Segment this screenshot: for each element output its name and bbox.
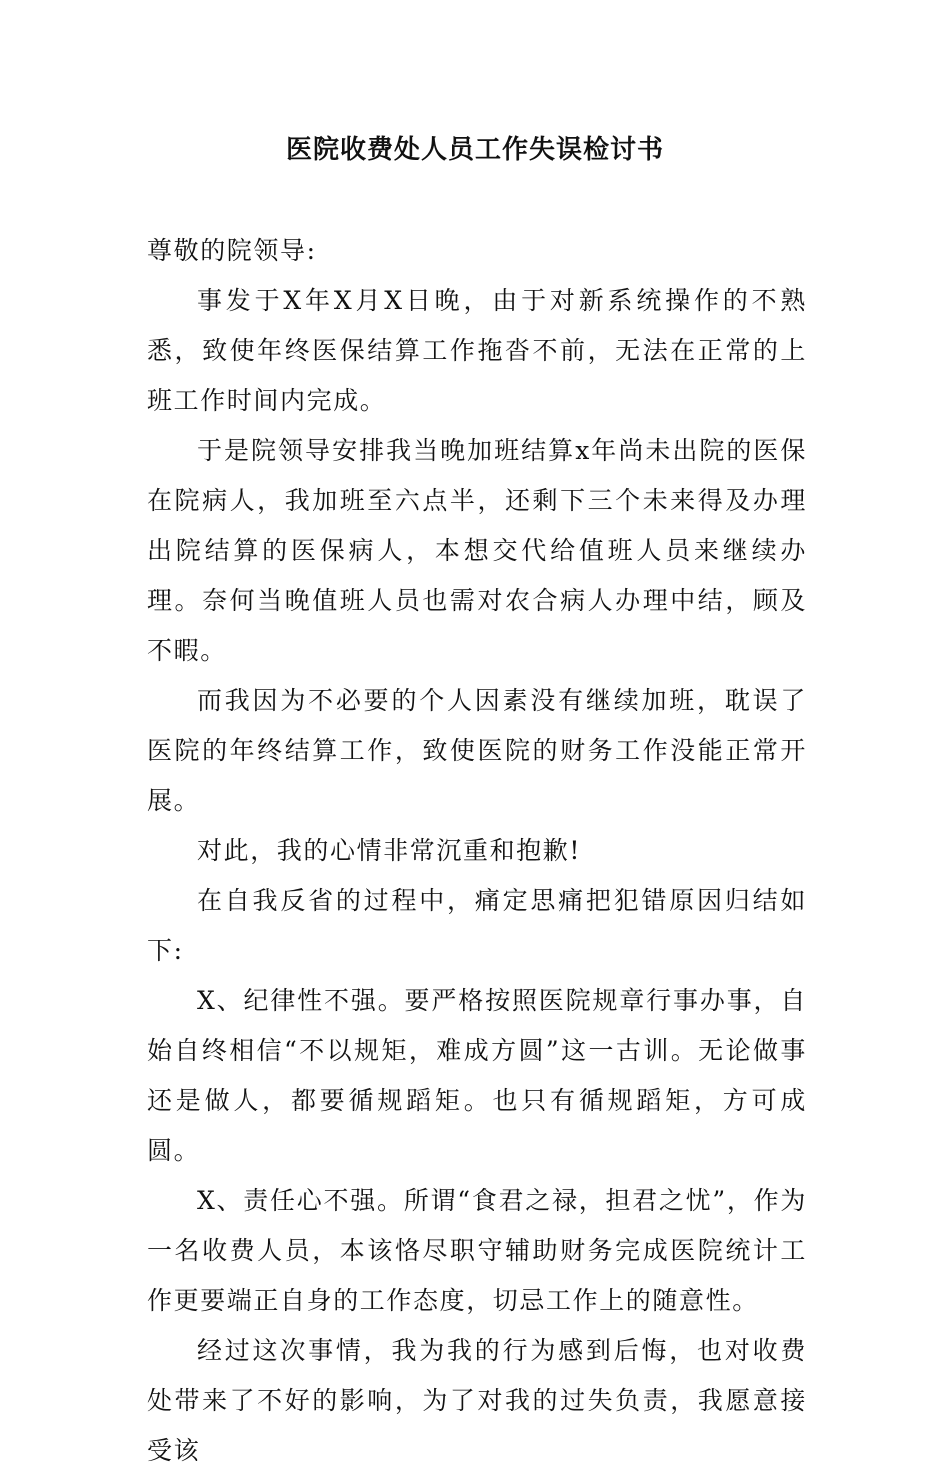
paragraph-8: 经过这次事情，我为我的行为感到后悔，也对收费处带来了不好的影响，为了对我的过失负责，我愿意接受该 xyxy=(147,1336,807,1465)
paragraph-5: 在自我反省的过程中，痛定思痛把犯错原因归结如下: xyxy=(147,886,807,965)
paragraph-7: X、责任心不强。所谓“食君之禄，担君之忧”，作为一名收费人员，本该恪尽职守辅助财务完成医院统计工作更要端正自身的工作态度，切忌工作上的随意性。 xyxy=(147,1186,807,1315)
paragraph-4: 对此，我的心情非常沉重和抱歉! xyxy=(197,836,582,865)
paragraph-2: 于是院领导安排我当晚加班结算x年尚未出院的医保在院病人，我加班至六点半，还剩下三个未来得及办理出院结算的医保病人，本想交代给值班人员来继续办理。奈何当晚值班人员也需对农合病人办理中结，顾及不暇。 xyxy=(147,436,807,665)
document-body xyxy=(147,226,807,1476)
paragraph-6: X、纪律性不强。要严格按照医院规章行事办事，自始自终相信“不以规矩，难成方圆”这一古训。无论做事还是做人，都要循规蹈矩。也只有循规蹈矩，方可成圆。 xyxy=(147,986,807,1165)
salutation: 尊敬的院领导: xyxy=(147,236,317,265)
paragraph-3: 而我因为不必要的个人因素没有继续加班，耽误了医院的年终结算工作，致使医院的财务工作没能正常开展。 xyxy=(147,686,807,815)
paragraph-1: 事发于X年X月X日晚，由于对新系统操作的不熟悉，致使年终医保结算工作拖沓不前，无法在正常的上班工作时间内完成。 xyxy=(147,286,807,415)
document-title: 医院收费处人员工作失误检讨书 xyxy=(285,135,664,165)
